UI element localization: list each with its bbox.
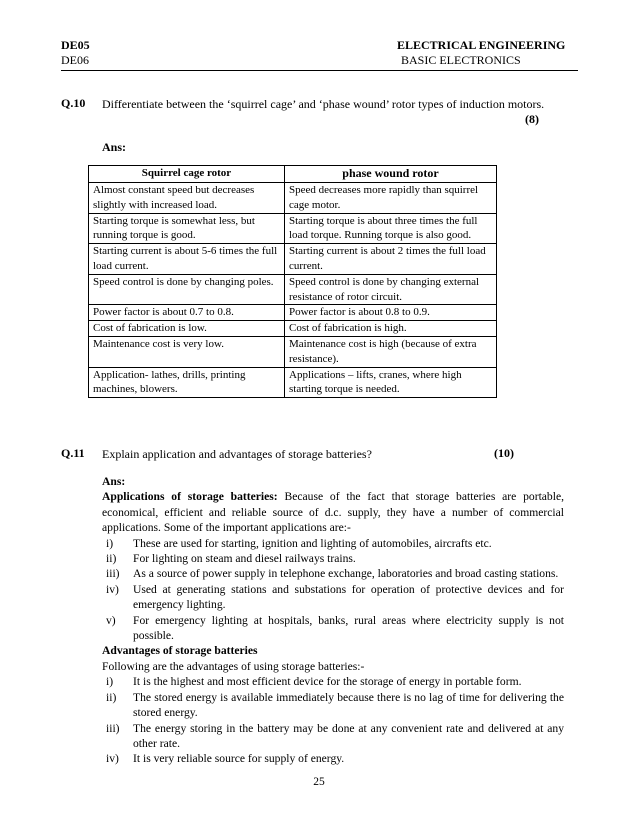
applications-intro: Because of the fact that storage batteries are portable, economical, efficient and reliable source of d.c. supply, they have a number of commercial applications. Some of the important applications are:- — [102, 490, 564, 535]
applications-paragraph — [102, 489, 564, 535]
header-rule — [61, 70, 578, 71]
question-11-answer — [102, 474, 564, 767]
table-cell: Cost of fabrication is low. — [89, 321, 285, 337]
question-10-marks: (8) — [525, 112, 539, 126]
list-item — [102, 582, 564, 613]
table-row — [89, 274, 497, 305]
question-11-ans-label: Ans: — [102, 475, 126, 488]
table-row — [89, 244, 497, 275]
list-item — [102, 690, 564, 721]
table-row — [89, 367, 497, 398]
table-cell: Starting torque is somewhat less, but running torque is good. — [89, 213, 285, 244]
rotor-comparison-table — [88, 165, 497, 398]
header-code-1: DE05 — [61, 38, 90, 52]
advantages-heading: Advantages of storage batteries — [102, 644, 258, 658]
list-item — [102, 613, 564, 644]
table-row — [89, 336, 497, 367]
list-item — [102, 566, 564, 581]
table-cell: Cost of fabrication is high. — [285, 321, 497, 337]
list-item — [102, 751, 564, 766]
question-10-number: Q.10 — [61, 96, 86, 110]
table-cell: Maintenance cost is high (because of extra resistance). — [285, 336, 497, 367]
table-cell: Applications – lifts, cranes, where high starting torque is needed. — [285, 367, 497, 398]
list-item-text: It is the highest and most efficient device for the storage of energy in portable form. — [133, 675, 522, 689]
question-11-marks: (10) — [494, 446, 514, 460]
table-row — [89, 213, 497, 244]
header-subject-1: ELECTRICAL ENGINEERING — [397, 38, 566, 52]
list-item — [102, 551, 564, 566]
question-11-text: Explain application and advantages of storage batteries? — [102, 447, 372, 461]
list-item-text: The stored energy is available immediately because there is no lag of time for delivering the stored energy. — [133, 690, 564, 720]
page-number: 25 — [313, 776, 325, 788]
table-cell: Starting current is about 5-6 times the full load current. — [89, 244, 285, 275]
question-11-number: Q.11 — [61, 446, 85, 460]
table-row — [89, 321, 497, 337]
table-cell: Speed control is done by changing external resistance of rotor circuit. — [285, 274, 497, 305]
list-item-text: These are used for starting, ignition and lighting of automobiles, aircrafts etc. — [133, 536, 492, 550]
table-row — [89, 183, 497, 214]
list-item-number: iii) — [106, 721, 120, 735]
table-header-row — [89, 166, 497, 183]
table-cell: Starting current is about 2 times the full load current. — [285, 244, 497, 275]
table-cell: Starting torque is about three times the full load torque. Running torque is also good. — [285, 213, 497, 244]
table-cell: Maintenance cost is very low. — [89, 336, 285, 367]
list-item-text: It is very reliable source for supply of energy. — [133, 752, 345, 766]
list-item-text: The energy storing in the battery may be done at any convenient rate and delivered at any other rate. — [133, 721, 564, 750]
applications-heading: Applications of storage batteries: — [102, 490, 278, 504]
list-item-text: Used at generating stations and substations for operation of protective devices and for emergency lighting. — [133, 582, 564, 612]
table-cell: Application- lathes, drills, printing machines, blowers. — [89, 367, 285, 398]
table-cell: Power factor is about 0.7 to 0.8. — [89, 305, 285, 321]
list-item — [102, 674, 564, 689]
table-cell: Speed control is done by changing poles. — [89, 274, 285, 305]
list-item-number: ii) — [106, 690, 117, 704]
question-10-text: Differentiate between the ‘squirrel cage’ and ‘phase wound’ rotor types of induction motors. — [102, 97, 545, 111]
list-item — [102, 721, 564, 752]
list-item — [102, 536, 564, 551]
table-cell: Almost constant speed but decreases slightly with increased load. — [89, 183, 285, 214]
table-header-squirrel: Squirrel cage rotor — [89, 166, 285, 183]
table-row — [89, 305, 497, 321]
header-subject-2: BASIC ELECTRONICS — [401, 53, 521, 67]
table-cell: Power factor is about 0.8 to 0.9. — [285, 305, 497, 321]
table-header-phase-wound: phase wound rotor — [285, 166, 497, 183]
header-code-2: DE06 — [61, 53, 89, 67]
list-item-text: As a source of power supply in telephone exchange, laboratories and broad casting stations. — [133, 567, 559, 581]
table-cell: Speed decreases more rapidly than squirrel cage motor. — [285, 183, 497, 214]
question-10-ans-label: Ans: — [102, 140, 127, 154]
list-item-number: i) — [106, 675, 114, 689]
list-item-number: iv) — [106, 582, 119, 596]
list-item-text: For emergency lighting at hospitals, banks, rural areas where electricity supply is not possible. — [133, 613, 564, 643]
list-item-number: ii) — [106, 552, 117, 566]
list-item-number: iv) — [106, 752, 119, 766]
list-item-text: For lighting on steam and diesel railways trains. — [133, 552, 356, 566]
list-item-number: v) — [106, 613, 116, 627]
advantages-intro: Following are the advantages of using storage batteries:- — [102, 659, 365, 673]
list-item-number: i) — [106, 536, 114, 550]
list-item-number: iii) — [106, 567, 120, 581]
